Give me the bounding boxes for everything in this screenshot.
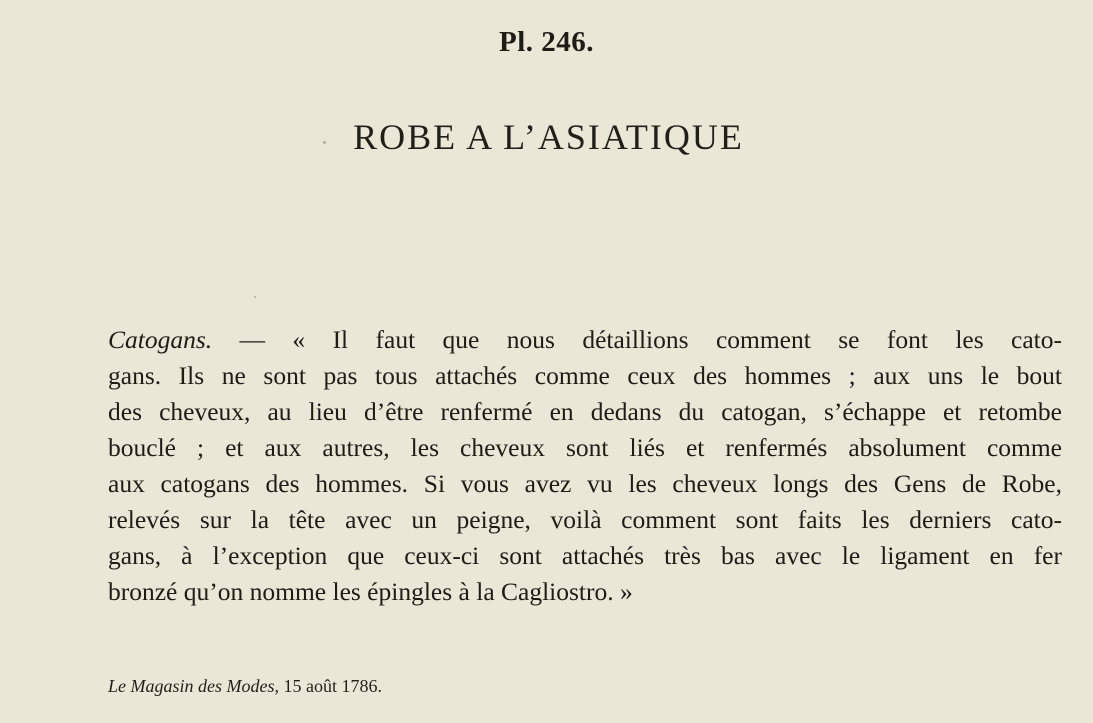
plate-number: Pl. 246. <box>498 26 595 58</box>
paper-speck <box>819 517 823 521</box>
plate-title: ROBE A L’ASIATIQUE <box>353 117 744 157</box>
paragraph-line-6: relevés sur la tête avec un peigne, voilà comment sont faits les derniers cato- <box>108 505 1062 534</box>
paragraph-lead: Catogans. <box>108 325 213 354</box>
paragraph-line-1 <box>108 322 1062 358</box>
paragraph-line-8: bronzé qu’on nomme les épingles à la Cagliostro. » <box>108 577 633 606</box>
paragraph-line-4: bouclé ; et aux autres, les cheveux sont liés et renfermés absolument comme <box>108 433 1062 462</box>
source-publication: Le Magasin des Modes, <box>108 676 279 696</box>
paragraph-line-1-text: — « Il faut que nous détaillions comment se font les cato- <box>212 325 1062 354</box>
paper-speck <box>323 141 326 144</box>
quotation-paragraph <box>108 322 1062 610</box>
paper-speck <box>254 296 256 298</box>
source-citation <box>108 676 382 697</box>
paragraph-line-2: gans. Ils ne sont pas tous attachés comme ceux des hommes ; aux uns le bout <box>108 361 1062 390</box>
source-date: 15 août 1786. <box>283 676 382 696</box>
paragraph-line-5: aux catogans des hommes. Si vous avez vu les cheveux longs des Gens de Robe, <box>108 469 1062 498</box>
paragraph-line-3: des cheveux, au lieu d’être renfermé en dedans du catogan, s’échappe et retombe <box>108 397 1062 426</box>
paragraph-line-7: gans, à l’exception que ceux-ci sont attachés très bas avec le ligament en fer <box>108 541 1062 570</box>
